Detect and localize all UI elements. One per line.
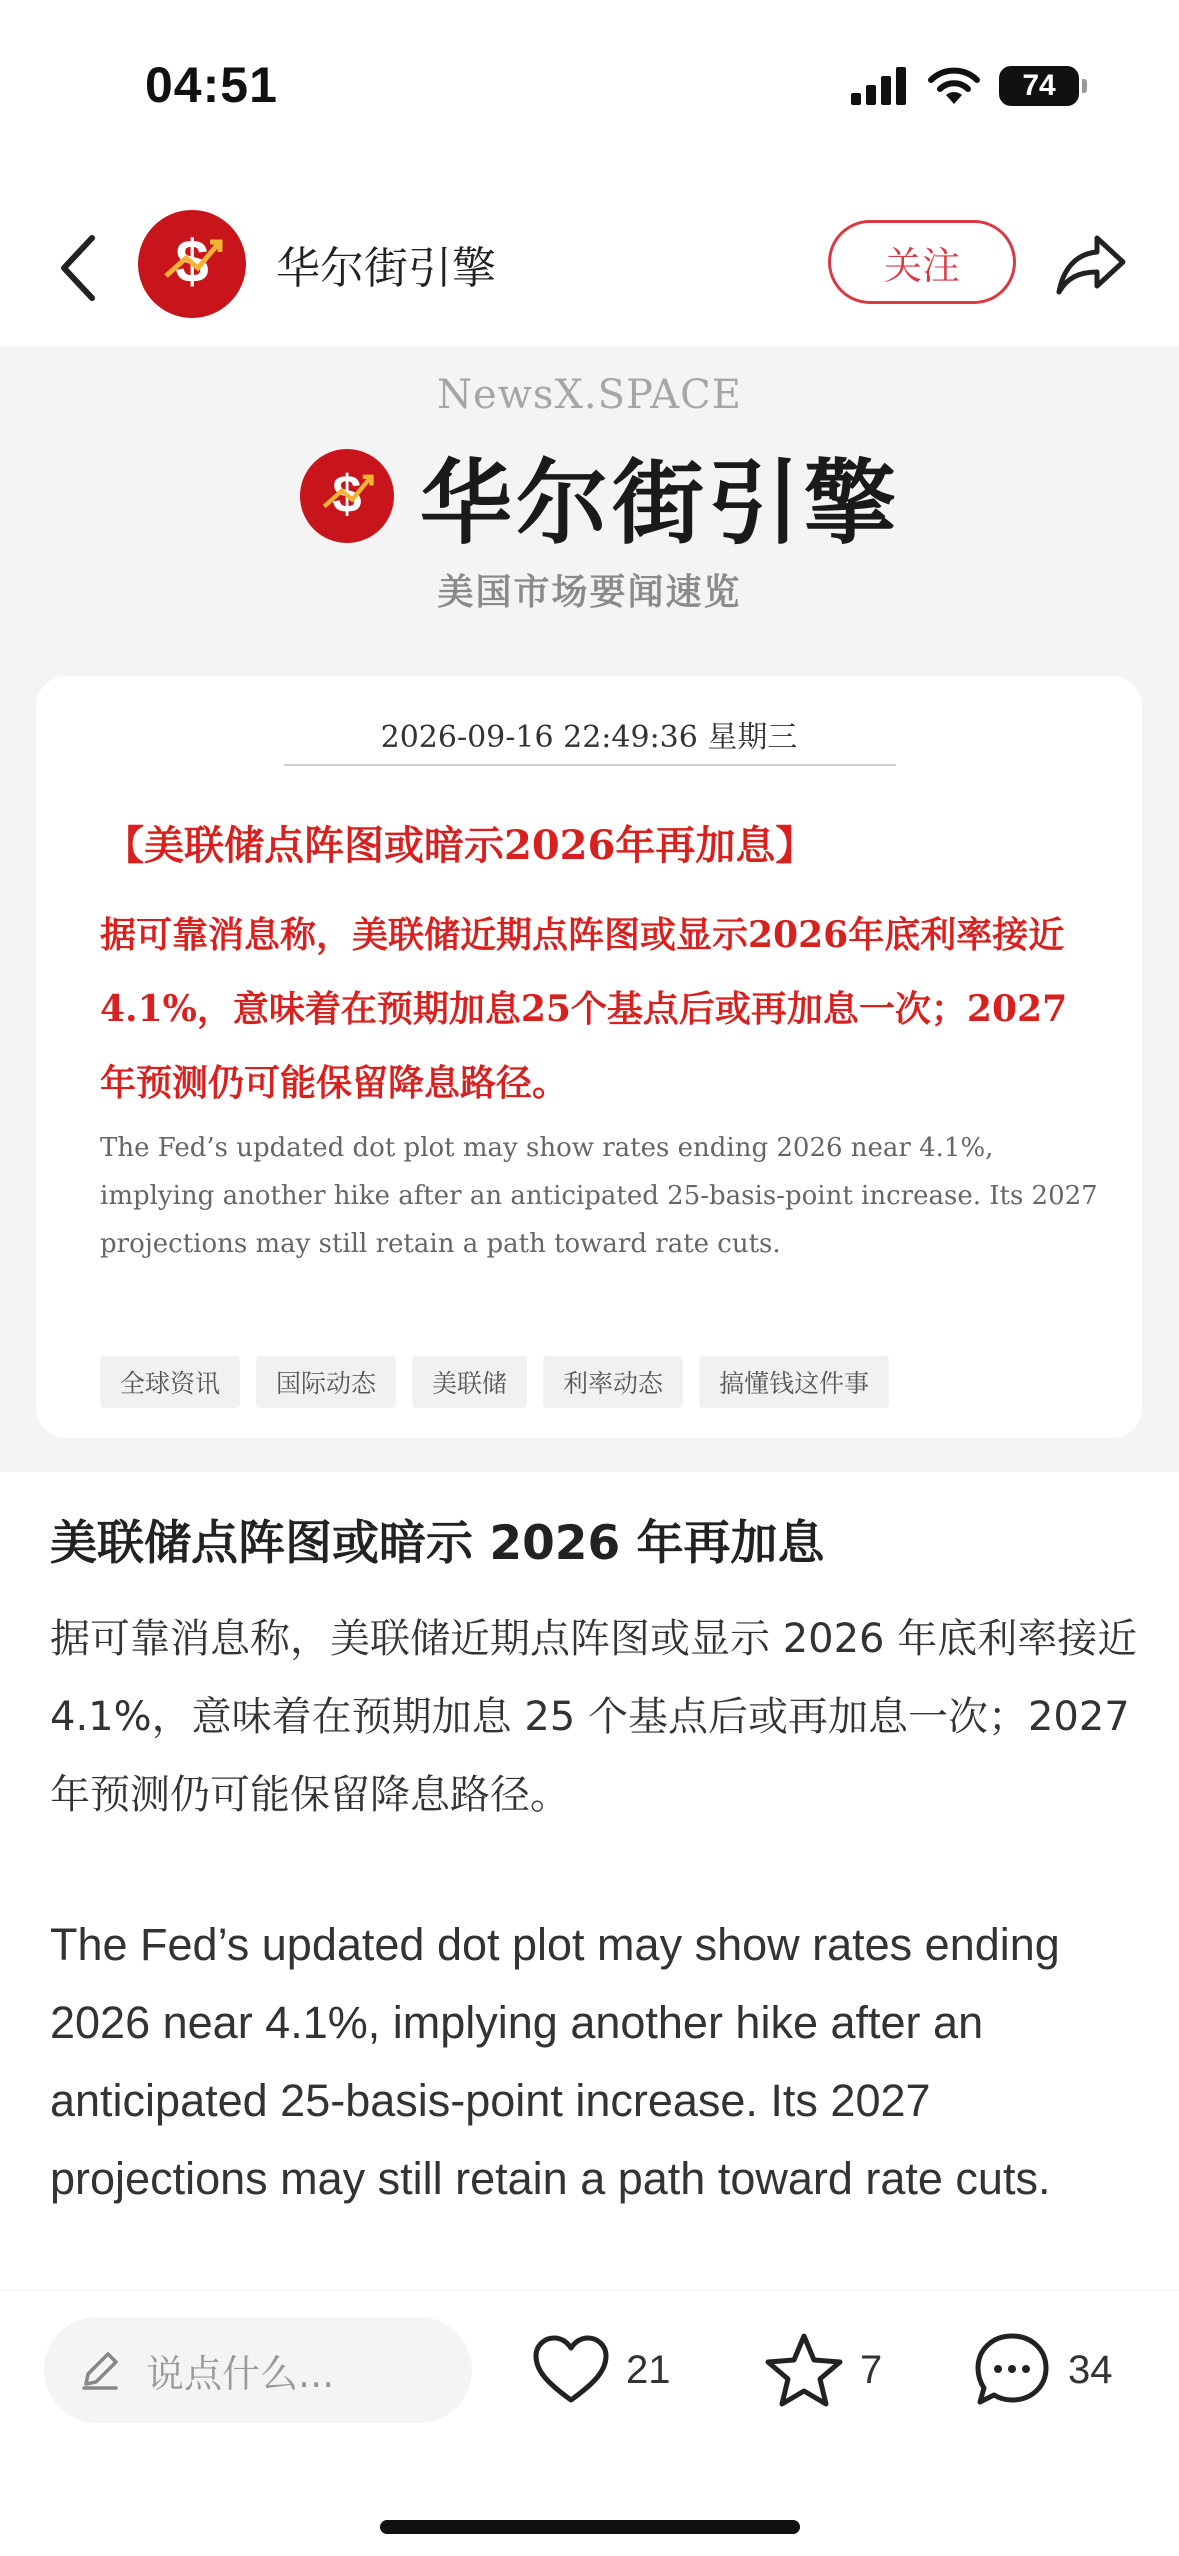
avatar[interactable] xyxy=(138,210,246,318)
card-body-en: The Fed’s updated dot plot may show rates ending 2026 near 4.1%, implying another hike after an anticipated 25-basis-point increase. Its 2027 projections may still retain a path toward rate cuts. xyxy=(100,1133,1098,1259)
pencil-icon xyxy=(78,2348,122,2392)
status-bar xyxy=(0,0,1179,170)
article-body-cn: 据可靠消息称，美联储近期点阵图或显示 2026 年底利率接近 4.1%，意味着在预期加息 25 个基点后或再加息一次；2027 年预测仍可能保留降息路径。 xyxy=(50,1616,1138,1818)
comment-bubble-icon xyxy=(972,2330,1052,2410)
tag: 全球资讯 xyxy=(100,1356,240,1408)
divider xyxy=(284,764,896,766)
wifi-icon xyxy=(927,66,981,106)
follow-button[interactable]: 关注 xyxy=(828,220,1016,304)
favorite-count: 7 xyxy=(860,2347,883,2392)
status-time: 04:51 xyxy=(145,57,278,113)
card-headline: 【美联储点阵图或暗示2026年再加息】 xyxy=(104,822,816,869)
comment-button[interactable] xyxy=(972,2327,1113,2413)
nav-bar xyxy=(0,190,1179,340)
news-banner-image[interactable] xyxy=(0,346,1179,1472)
banner-brand-name: 华尔街引擎 xyxy=(420,449,901,557)
tag: 国际动态 xyxy=(256,1356,396,1408)
card-body-cn: 据可靠消息称，美联储近期点阵图或显示2026年底利率接近4.1%，意味着在预期加息25个基点后或再加息一次；2027年预测仍可能保留降息路径。 xyxy=(100,914,1068,1104)
comment-input[interactable] xyxy=(44,2317,472,2423)
card-date: 2026-09-16 22:49:36 星期三 xyxy=(380,720,798,755)
article-title: 美联储点阵图或暗示 2026 年再加息 xyxy=(50,1516,825,1571)
chevron-left-icon[interactable] xyxy=(50,228,110,308)
like-count: 21 xyxy=(626,2347,671,2392)
svg-text:$: $ xyxy=(175,228,209,295)
banner-logo-icon xyxy=(300,449,394,543)
bottom-action-bar xyxy=(0,2290,1179,2556)
comment-placeholder: 说点什么... xyxy=(146,2351,335,2396)
home-indicator[interactable] xyxy=(380,2520,800,2534)
status-icons xyxy=(851,66,1079,106)
heart-icon xyxy=(532,2334,610,2406)
tag: 搞懂钱这件事 xyxy=(699,1356,889,1408)
share-icon[interactable] xyxy=(1055,230,1129,298)
article-body-en: The Fed’s updated dot plot may show rates ending 2026 near 4.1%, implying another hike after an anticipated 25-basis-point increase. Its 2027 projections may still retain a path toward rate cuts. xyxy=(50,1919,1060,2204)
news-card xyxy=(36,676,1142,1438)
star-icon xyxy=(764,2332,844,2408)
tag: 利率动态 xyxy=(543,1356,683,1408)
account-name[interactable]: 华尔街引擎 xyxy=(276,243,496,294)
comment-count: 34 xyxy=(1068,2347,1113,2392)
banner-source: NewsX.SPACE xyxy=(437,372,742,418)
svg-text:$: $ xyxy=(332,464,362,524)
tag: 美联储 xyxy=(412,1356,527,1408)
favorite-button[interactable] xyxy=(764,2327,882,2413)
banner-subtitle: 美国市场要闻速览 xyxy=(437,571,742,613)
signal-icon xyxy=(851,67,909,105)
banner-brand xyxy=(300,436,900,556)
battery-icon: 74 xyxy=(999,66,1079,106)
like-button[interactable] xyxy=(532,2327,671,2413)
card-tags xyxy=(100,1356,889,1408)
dollar-logo-icon xyxy=(152,224,232,304)
